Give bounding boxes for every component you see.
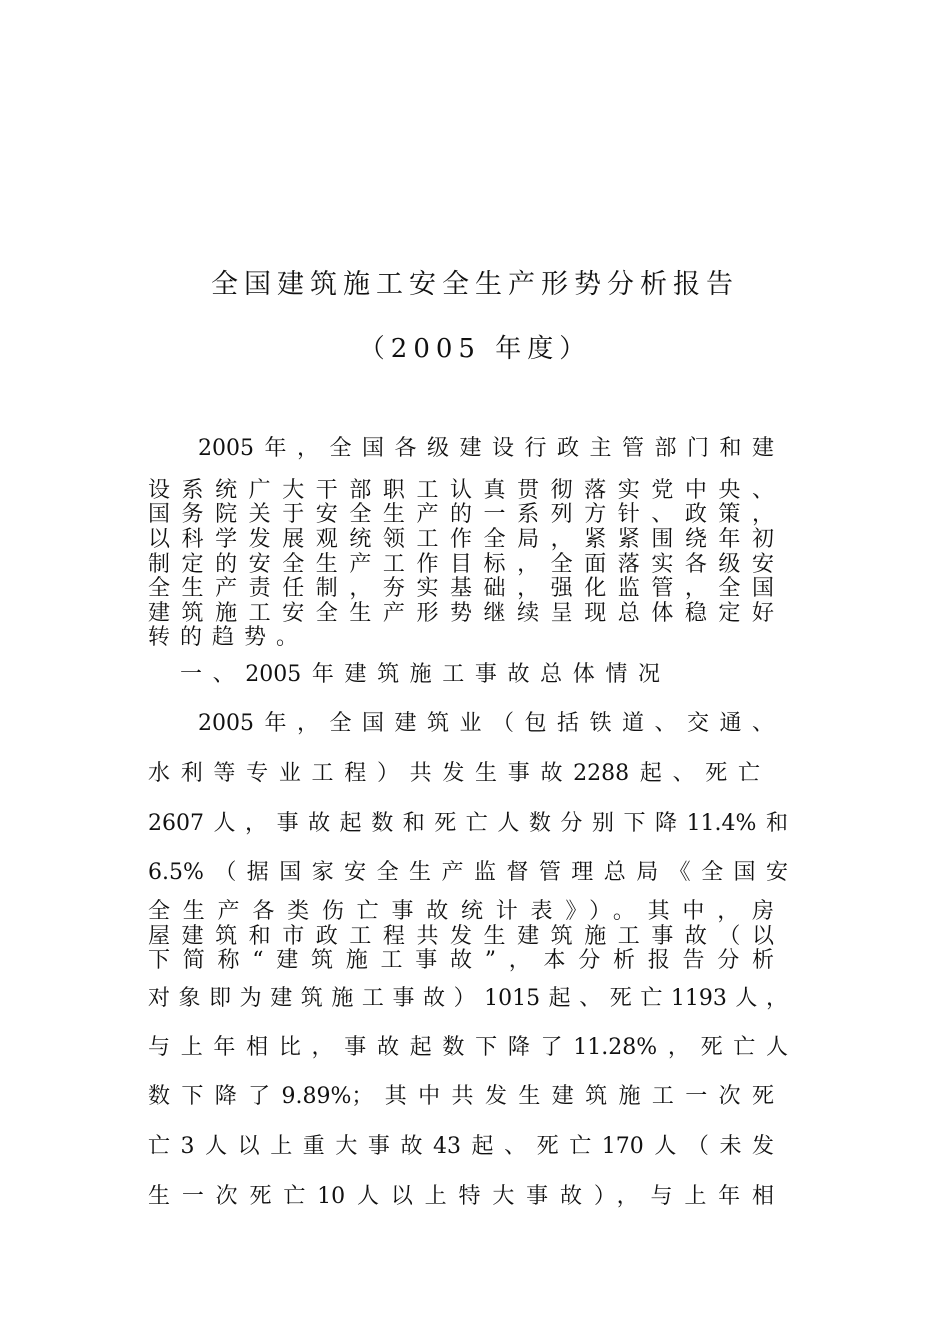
intro-line: 2005年，全国各级建设行政主管部门和建 [198, 436, 774, 461]
body-line: 与上年相比，事故起数下降了11.28%，死亡人 [148, 1035, 788, 1060]
body-line: 屋建筑和市政工程共发生建筑施工事故（以 [148, 924, 774, 949]
intro-line: 国务院关于安全生产的一系列方针、政策， [148, 502, 774, 527]
intro-line: 转的趋势。 [148, 625, 309, 650]
body-line: 对象即为建筑施工事故）1015起、死亡1193人， [148, 986, 788, 1011]
intro-line: 以科学发展观统领工作全局，紧紧围绕年初 [148, 527, 774, 552]
section-heading: 一、2005年建筑施工事故总体情况 [180, 662, 660, 687]
intro-line: 设系统广大干部职工认真贯彻落实党中央、 [148, 478, 774, 503]
body-line: 亡3人以上重大事故43起、死亡170人（未发 [148, 1134, 774, 1159]
document-title: 全国建筑施工安全生产形势分析报告 [211, 269, 739, 300]
intro-line: 全生产责任制，夯实基础，强化监管，全国 [148, 576, 774, 601]
body-line: 2005年，全国建筑业（包括铁道、交通、 [198, 711, 774, 736]
body-line: 下简称“建筑施工事故”，本分析报告分析 [148, 948, 774, 973]
intro-line: 制定的安全生产工作目标，全面落实各级安 [148, 552, 774, 577]
body-line: 6.5%（据国家安全生产监督管理总局《全国安 [148, 860, 788, 885]
body-line: 水利等专业工程）共发生事故2288起、死亡 [148, 761, 760, 786]
document-subtitle: （2005 年度） [358, 334, 592, 364]
body-line: 全生产各类伤亡事故统计表》）。其中，房 [148, 899, 774, 924]
body-line: 2607人，事故起数和死亡人数分别下降11.4%和 [148, 811, 788, 836]
body-line: 数下降了9.89%；其中共发生建筑施工一次死 [148, 1084, 774, 1109]
intro-line: 建筑施工安全生产形势继续呈现总体稳定好 [148, 601, 774, 626]
body-line: 生一次死亡10人以上特大事故），与上年相 [148, 1184, 774, 1209]
